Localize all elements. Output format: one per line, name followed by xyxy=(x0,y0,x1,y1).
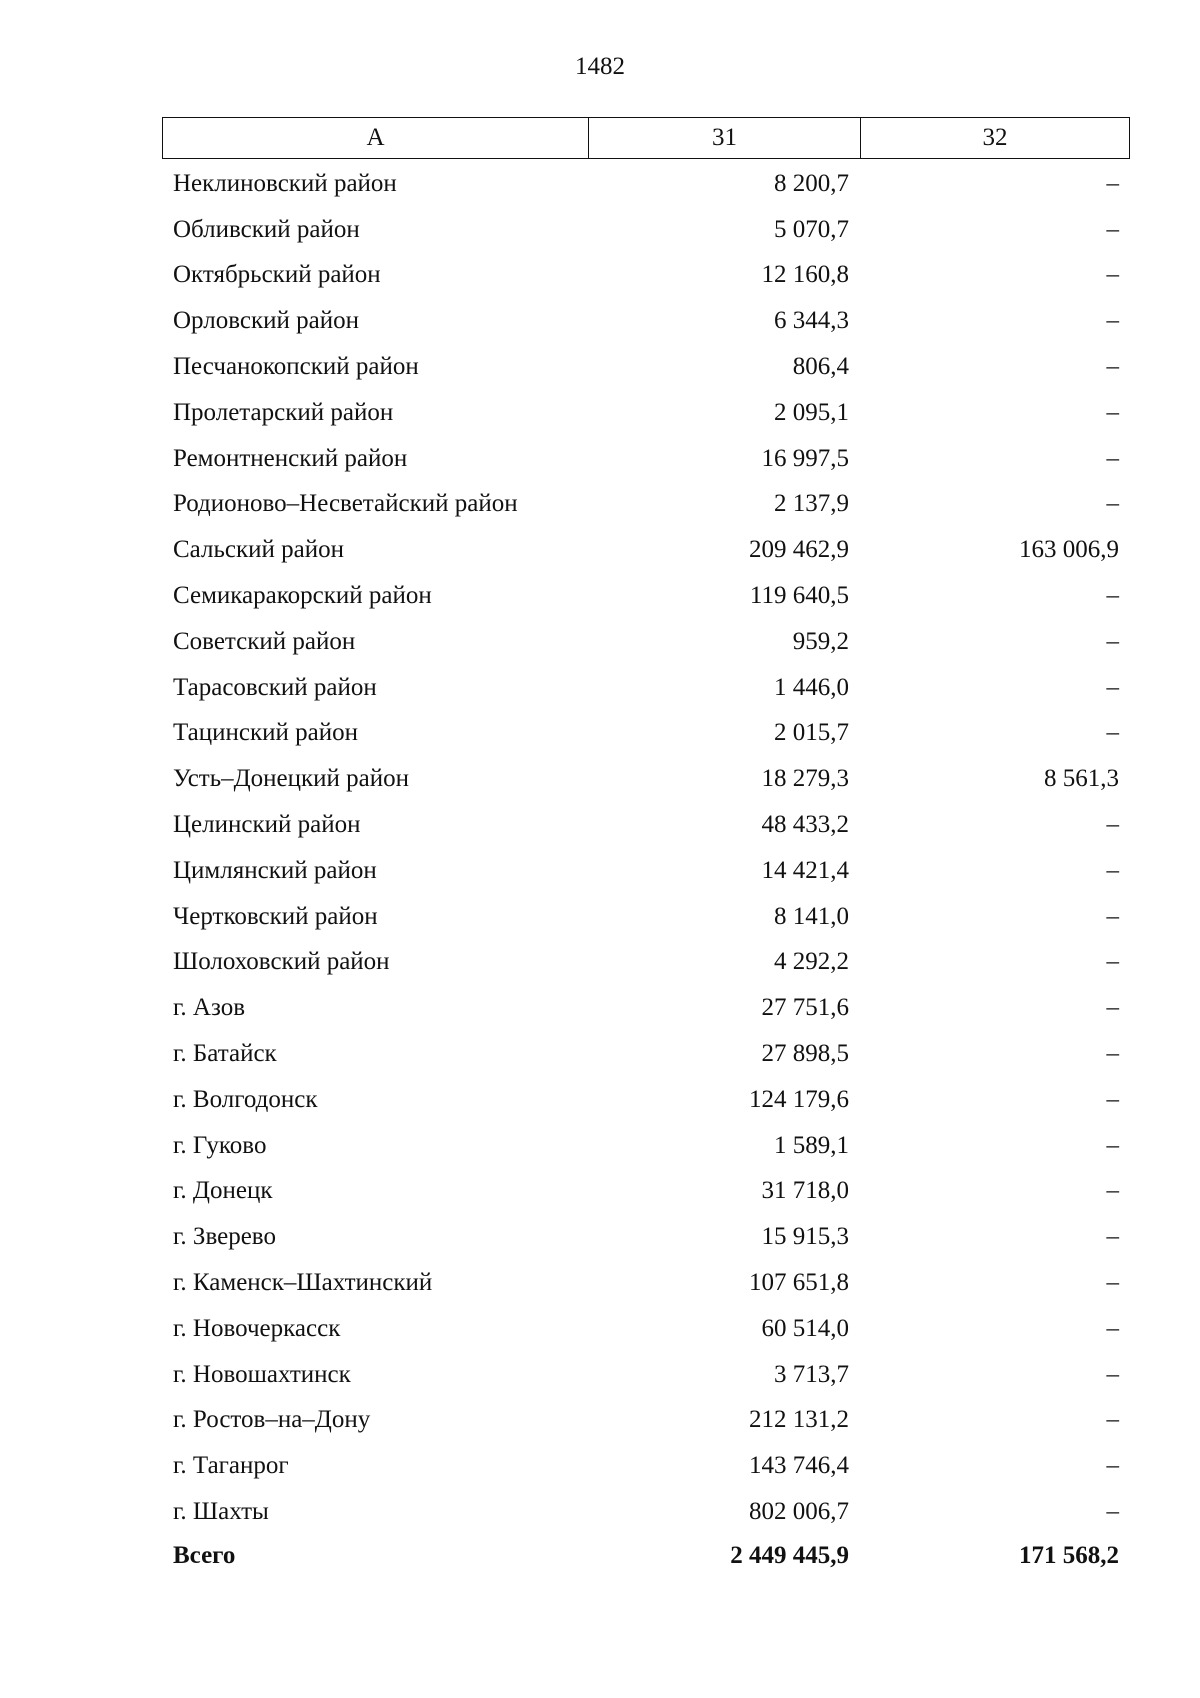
row-col-31: 3 713,7 xyxy=(774,1360,849,1388)
row-col-32: – xyxy=(1106,948,1119,976)
row-col-32: – xyxy=(1106,856,1119,884)
row-name: Тацинский район xyxy=(173,719,358,747)
row-col-32: – xyxy=(1106,1085,1119,1113)
row-col-31: 14 421,4 xyxy=(761,856,849,884)
row-col-32: – xyxy=(1106,1223,1119,1251)
row-col-31: 48 433,2 xyxy=(761,811,849,839)
row-col-32: – xyxy=(1106,490,1119,518)
row-name: Семикаракорский район xyxy=(173,582,432,610)
row-col-32: – xyxy=(1106,1131,1119,1159)
table-row xyxy=(162,1306,1130,1352)
table-row xyxy=(162,894,1130,940)
row-name: г. Донецк xyxy=(173,1177,273,1205)
row-name: Орловский район xyxy=(173,307,359,335)
row-name: Тарасовский район xyxy=(173,673,377,701)
row-col-32: – xyxy=(1106,1269,1119,1297)
row-col-32: – xyxy=(1106,582,1119,610)
table-row xyxy=(162,482,1130,528)
row-name: г. Батайск xyxy=(173,1040,277,1068)
row-col-32: – xyxy=(1106,719,1119,747)
row-name: г. Волгодонск xyxy=(173,1085,318,1113)
table-row xyxy=(162,1489,1130,1535)
row-col-32: – xyxy=(1106,627,1119,655)
table-row xyxy=(162,161,1130,207)
row-col-31: 212 131,2 xyxy=(749,1406,849,1434)
table-row xyxy=(162,527,1130,573)
page-number: 1482 xyxy=(575,53,625,80)
row-col-31: 5 070,7 xyxy=(774,215,849,243)
row-name: г. Ростов–на–Дону xyxy=(173,1406,371,1434)
total-label: Всего xyxy=(173,1541,236,1569)
header-col-32: 32 xyxy=(982,124,1008,151)
table-row xyxy=(162,1352,1130,1398)
row-col-32: – xyxy=(1106,444,1119,472)
row-name: г. Зверево xyxy=(173,1223,276,1251)
total-col-32: 171 568,2 xyxy=(1019,1541,1119,1569)
header-col-a: А xyxy=(163,118,589,158)
table-row xyxy=(162,711,1130,757)
row-col-32: – xyxy=(1106,994,1119,1022)
row-col-31: 2 015,7 xyxy=(774,719,849,747)
row-name: Цимлянский район xyxy=(173,856,377,884)
table-body xyxy=(162,161,1130,1535)
row-name: Пролетарский район xyxy=(173,398,394,426)
row-col-32: – xyxy=(1106,1040,1119,1068)
row-col-31: 27 898,5 xyxy=(761,1040,849,1068)
row-col-31: 143 746,4 xyxy=(749,1452,849,1480)
row-col-31: 806,4 xyxy=(792,353,849,381)
row-col-31: 31 718,0 xyxy=(761,1177,849,1205)
row-col-32: – xyxy=(1106,215,1119,243)
row-col-32: – xyxy=(1106,398,1119,426)
row-col-31: 124 179,6 xyxy=(749,1085,849,1113)
total-col-31: 2 449 445,9 xyxy=(730,1541,849,1569)
row-col-31: 8 200,7 xyxy=(774,169,849,197)
row-col-32: – xyxy=(1106,1452,1119,1480)
row-col-32: – xyxy=(1106,261,1119,289)
row-col-31: 60 514,0 xyxy=(761,1314,849,1342)
row-col-32: – xyxy=(1106,1498,1119,1525)
row-col-31: 6 344,3 xyxy=(774,307,849,335)
row-name: г. Таганрог xyxy=(173,1452,289,1480)
table-row xyxy=(162,1123,1130,1169)
row-col-31: 802 006,7 xyxy=(749,1498,849,1525)
row-col-32: – xyxy=(1106,673,1119,701)
row-col-31: 27 751,6 xyxy=(761,994,849,1022)
table-row xyxy=(162,848,1130,894)
table-row xyxy=(162,1169,1130,1215)
row-name: г. Каменск–Шахтинский xyxy=(173,1269,433,1297)
total-row xyxy=(162,1535,1130,1577)
table-row xyxy=(162,1077,1130,1123)
row-col-32: – xyxy=(1106,169,1119,197)
row-name: г. Гуково xyxy=(173,1131,267,1159)
row-name: Песчанокопский район xyxy=(173,353,419,381)
row-col-31: 15 915,3 xyxy=(761,1223,849,1251)
table-row xyxy=(162,207,1130,253)
table-row xyxy=(162,1214,1130,1260)
row-name: Усть–Донецкий район xyxy=(173,765,410,793)
row-col-31: 959,2 xyxy=(792,627,849,655)
row-col-31: 1 446,0 xyxy=(774,673,849,701)
table-header-row xyxy=(162,117,1130,159)
row-col-31: 18 279,3 xyxy=(761,765,849,793)
table-row xyxy=(162,1031,1130,1077)
table-row xyxy=(162,253,1130,299)
row-col-31: 1 589,1 xyxy=(774,1131,849,1159)
table-row xyxy=(162,1443,1130,1489)
row-col-32: – xyxy=(1106,902,1119,930)
table-row xyxy=(162,573,1130,619)
row-col-31: 119 640,5 xyxy=(749,582,849,610)
table-row xyxy=(162,390,1130,436)
row-col-32: – xyxy=(1106,1177,1119,1205)
row-col-32: – xyxy=(1106,1406,1119,1434)
row-col-32: – xyxy=(1106,353,1119,381)
row-name: Советский район xyxy=(173,627,356,655)
table-row xyxy=(162,1260,1130,1306)
row-col-31: 4 292,2 xyxy=(774,948,849,976)
row-name: г. Новочеркасск xyxy=(173,1314,341,1342)
table-row xyxy=(162,665,1130,711)
row-col-32: – xyxy=(1106,811,1119,839)
table-row xyxy=(162,756,1130,802)
row-col-31: 2 137,9 xyxy=(774,490,849,518)
table-row xyxy=(162,985,1130,1031)
table-row xyxy=(162,344,1130,390)
row-name: Сальский район xyxy=(173,536,344,564)
row-name: Шолоховский район xyxy=(173,948,390,976)
row-name: Обливский район xyxy=(173,215,360,243)
table-row xyxy=(162,619,1130,665)
data-table xyxy=(162,117,1130,1577)
row-col-32: – xyxy=(1106,1314,1119,1342)
header-col-31: 31 xyxy=(589,118,861,158)
row-col-31: 209 462,9 xyxy=(749,536,849,564)
row-col-31: 16 997,5 xyxy=(761,444,849,472)
row-name: г. Новошахтинск xyxy=(173,1360,351,1388)
row-name: Чертковский район xyxy=(173,902,378,930)
row-col-31: 12 160,8 xyxy=(761,261,849,289)
row-col-31: 107 651,8 xyxy=(749,1269,849,1297)
row-name: г. Шахты xyxy=(173,1498,269,1525)
table-row xyxy=(162,1398,1130,1444)
row-col-32: 163 006,9 xyxy=(1019,536,1119,564)
row-col-31: 8 141,0 xyxy=(774,902,849,930)
row-col-32: – xyxy=(1106,307,1119,335)
row-col-32: 8 561,3 xyxy=(1044,765,1119,793)
row-col-32: – xyxy=(1106,1360,1119,1388)
row-name: Неклиновский район xyxy=(173,169,397,197)
row-name: Октябрьский район xyxy=(173,261,381,289)
table-row xyxy=(162,298,1130,344)
table-row xyxy=(162,436,1130,482)
table-row xyxy=(162,940,1130,986)
row-name: Родионово–Несветайский район xyxy=(173,490,518,518)
row-col-31: 2 095,1 xyxy=(774,398,849,426)
row-name: Ремонтненский район xyxy=(173,444,408,472)
table-row xyxy=(162,802,1130,848)
row-name: г. Азов xyxy=(173,994,246,1022)
row-name: Целинский район xyxy=(173,811,361,839)
